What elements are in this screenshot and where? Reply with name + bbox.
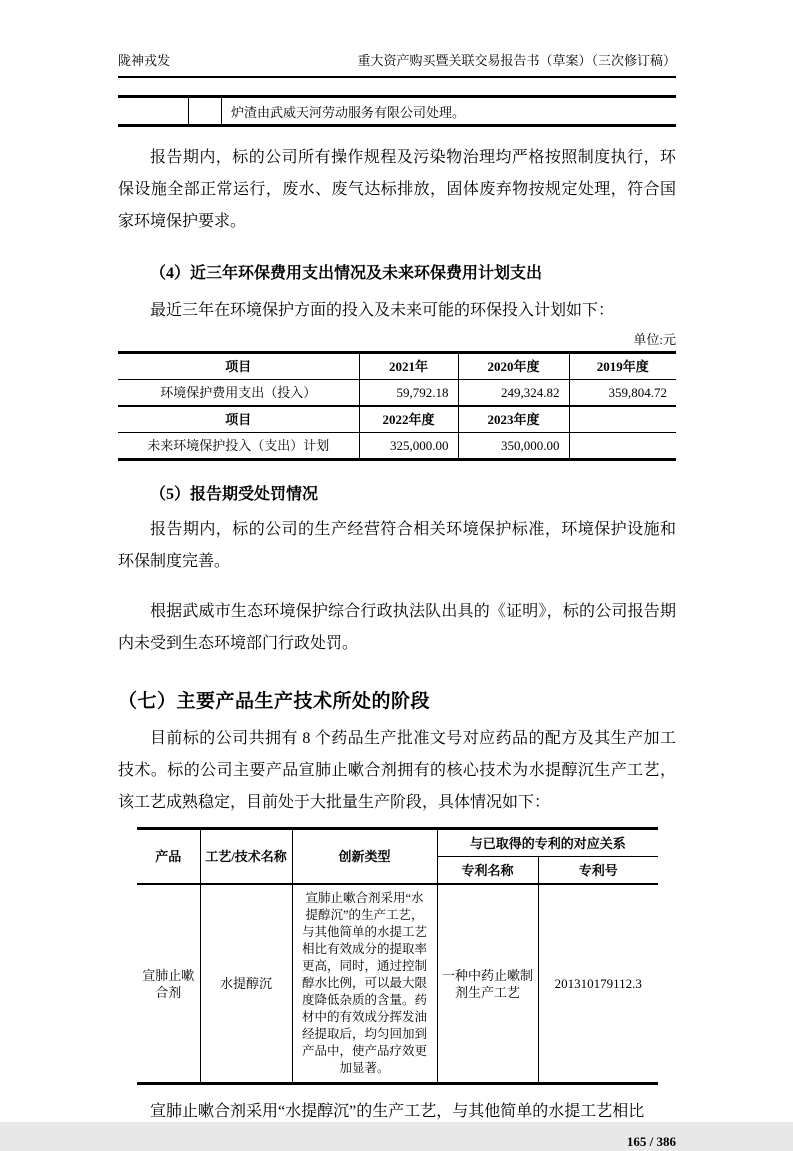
- heading-env-expense: （4）近三年环保费用支出情况及未来环保费用计划支出: [150, 265, 543, 282]
- env-plan-empty: [569, 433, 676, 460]
- env-header-item: 项目: [225, 359, 252, 374]
- tech-header-innovation: 创新类型: [292, 829, 437, 885]
- continued-table-fragment: [118, 95, 676, 127]
- env-expense-2021: 59,792.18: [359, 380, 458, 407]
- env-header-item-2: 项目: [225, 412, 252, 427]
- heading-penalty: （5）报告期受处罚情况: [150, 486, 319, 503]
- env-header-2022: 2022年度: [359, 406, 458, 433]
- tech-header-process: 工艺/技术名称: [200, 829, 292, 885]
- tech-header-patent-no: 专利号: [538, 857, 658, 885]
- tech-table-header-row-1: [137, 829, 658, 857]
- env-header-2021: 2021年: [359, 353, 458, 380]
- env-header-empty: [569, 406, 676, 433]
- technology-patent-table: [137, 827, 658, 1085]
- unit-label: 单位:元: [633, 332, 676, 347]
- env-header-2019: 2019年度: [569, 353, 676, 380]
- tech-header-patent-name: 专利名称: [437, 857, 538, 885]
- env-plan-2022: 325,000.00: [359, 433, 458, 460]
- tech-table-data-row: [137, 884, 658, 1084]
- env-header-2023: 2023年度: [458, 406, 569, 433]
- paragraph-penalty-compliance: 报告期内，标的公司的生产经营符合相关环境保护标准，环境保护设施和环保制度完善。: [118, 521, 676, 570]
- fragment-empty-cell-1: [118, 98, 188, 124]
- header-company-name: 陇神戎发: [118, 53, 171, 68]
- tech-cell-process: 水提醇沉: [200, 884, 292, 1084]
- env-header-2020: 2020年度: [458, 353, 569, 380]
- env-table-data-row-2: [118, 433, 676, 460]
- env-expense-table: [118, 351, 676, 461]
- paragraph-process-continued: 宣肺止嗽合剂采用“水提醇沉”的生产工艺，与其他简单的水提工艺相比: [150, 1103, 645, 1120]
- env-expense-2019: 359,804.72: [569, 380, 676, 407]
- paragraph-env-invest-intro: 最近三年在环境保护方面的投入及未来可能的环保投入计划如下：: [150, 302, 615, 319]
- tech-cell-product: 宣肺止嗽合剂: [142, 967, 195, 1000]
- env-expense-label: 环境保护费用支出（投入）: [160, 385, 317, 400]
- header-report-title: 重大资产购买暨关联交易报告书（草案）（三次修订稿）: [357, 53, 676, 68]
- tech-cell-patent-name: 一种中药止嗽制剂生产工艺: [437, 884, 538, 1084]
- page-number: 165 / 386: [626, 1134, 676, 1149]
- tech-cell-innovation: 宣肺止嗽合剂采用“水提醇沉”的生产工艺，与其他简单的水提工艺相比有效成分的提取率更高，同时，通过控制醇水比例，可以最大限度降低杂质的含量。药材中的有效成分挥发油经提取后，均匀回加到产品中，使产品疗效更加显著。: [292, 884, 437, 1084]
- tech-cell-patent-no: 201310179112.3: [538, 884, 658, 1084]
- paragraph-technology-intro: 目前标的公司共拥有 8 个药品生产批准文号对应药品的配方及其生产加工技术。标的公司主要产品宣肺止嗽合剂拥有的核心技术为水提醇沉生产工艺，该工艺成熟稳定，目前处于大批量生产阶段，具体情况如下：: [118, 730, 676, 811]
- env-expense-2020: 249,324.82: [458, 380, 569, 407]
- page-header: [118, 52, 676, 78]
- fragment-text-cell: 炉渣由武威天河劳动服务有限公司处理。: [231, 104, 466, 120]
- env-table-header-row-2: [118, 406, 676, 433]
- env-table-data-row-1: [118, 380, 676, 407]
- paragraph-environment-compliance: 报告期内，标的公司所有操作规程及污染物治理均严格按照制度执行，环保设施全部正常运行，废水、废气达标排放，固体废弃物按规定处理，符合国家环境保护要求。: [118, 149, 676, 230]
- env-plan-label: 未来环境保护投入（支出）计划: [147, 438, 330, 453]
- env-plan-2023: 350,000.00: [458, 433, 569, 460]
- paragraph-penalty-certificate: 根据武威市生态环境保护综合行政执法队出具的《证明》，标的公司报告期内未受到生态环境部门行政处罚。: [118, 603, 676, 652]
- tech-header-product: 产品: [155, 849, 182, 864]
- fragment-empty-cell-2: [188, 98, 222, 124]
- heading-production-technology-stage: （七）主要产品生产技术所处的阶段: [118, 691, 431, 712]
- env-table-header-row-1: [118, 353, 676, 380]
- tech-header-patent-relation: 与已取得的专利的对应关系: [437, 829, 658, 857]
